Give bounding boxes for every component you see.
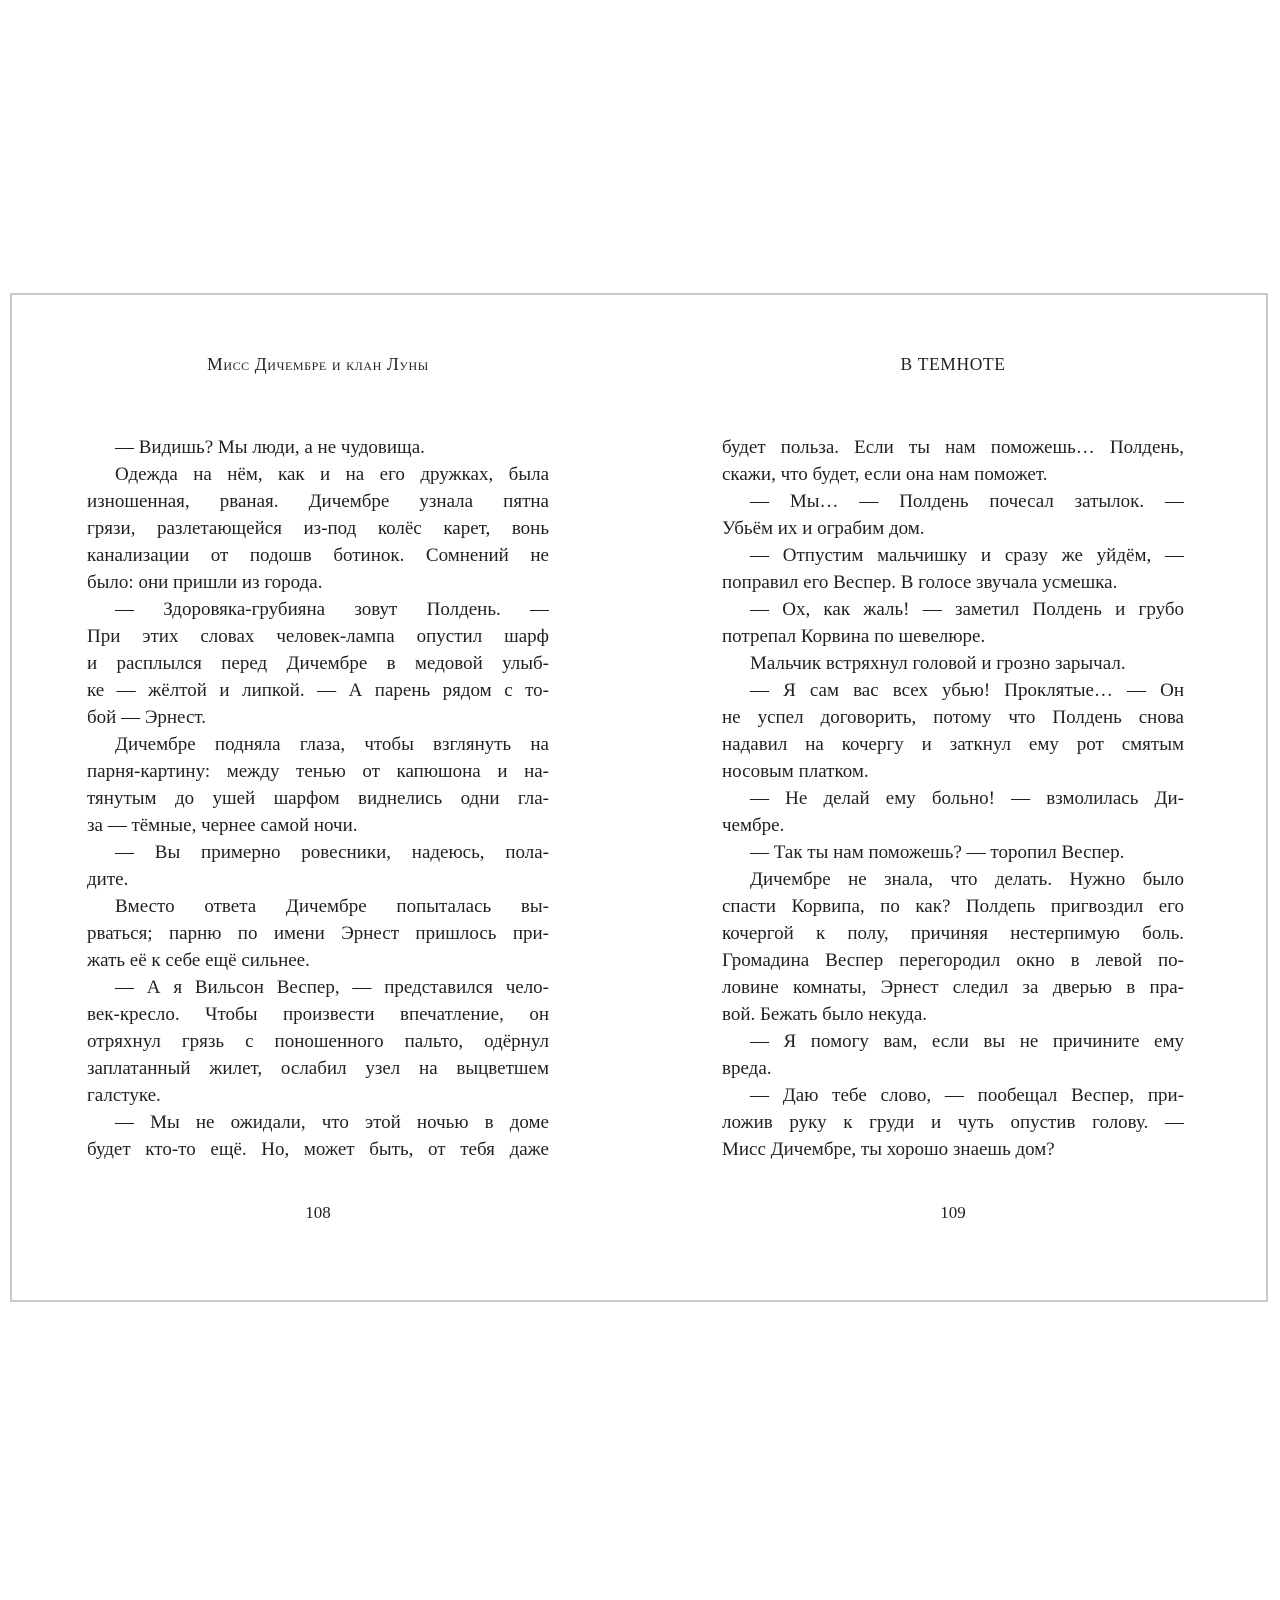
text-line: рваться; парню по имени Эрнест пришлось при- bbox=[87, 923, 549, 944]
running-header-chapter-title: В ТЕМНОТЕ bbox=[900, 354, 1006, 374]
text-line: поправил его Веспер. В голосе звучала усмешка. bbox=[722, 572, 1118, 593]
text-line: — Ох, как жаль! — заметил Полдень и грубо bbox=[750, 599, 1184, 620]
text-line: — Не делай ему больно! — взмолилась Ди- bbox=[750, 788, 1184, 809]
text-line: Вместо ответа Дичембре попыталась вы- bbox=[115, 896, 549, 917]
page-right bbox=[722, 295, 1184, 1300]
text-line: грязи, разлетающейся из-под колёс карет, вонь bbox=[87, 518, 549, 539]
text-line: Дичембре не знала, что делать. Нужно было bbox=[750, 869, 1184, 890]
text-line: парня-картину: между тенью от капюшона и на- bbox=[87, 761, 549, 782]
text-line: Убьём их и ограбим дом. bbox=[722, 518, 925, 539]
running-header-book-title: Мисс Дичембре и клан Луны bbox=[207, 354, 429, 374]
text-line: изношенная, рваная. Дичембре узнала пятна bbox=[87, 491, 549, 512]
text-line: было: они пришли из города. bbox=[87, 572, 323, 593]
text-line: ке — жёлтой и липкой. — А парень рядом с то- bbox=[87, 680, 549, 701]
text-line: дите. bbox=[87, 869, 129, 890]
text-line: за — тёмные, чернее самой ночи. bbox=[87, 815, 358, 836]
text-line: ложив руку к груди и чуть опустив голову. — bbox=[722, 1112, 1184, 1133]
book-spread bbox=[10, 293, 1268, 1302]
text-line: носовым платком. bbox=[722, 761, 869, 782]
text-line: будет кто-то ещё. Но, может быть, от тебя даже bbox=[87, 1139, 549, 1160]
text-line: не успел договорить, потому что Полдень снова bbox=[722, 707, 1184, 728]
text-line: надавил на кочергу и заткнул ему рот смятым bbox=[722, 734, 1184, 755]
text-line: — Отпустим мальчишку и сразу же уйдём, — bbox=[750, 545, 1184, 566]
text-line: век-кресло. Чтобы произвести впечатление, он bbox=[87, 1004, 549, 1025]
text-line: будет польза. Если ты нам поможешь… Полдень, bbox=[722, 437, 1184, 458]
text-line: спасти Корвипа, по как? Полдепь пригвоздил его bbox=[722, 896, 1184, 917]
text-line: — Мы… — Полдень почесал затылок. — bbox=[750, 491, 1184, 512]
text-line: Мальчик встряхнул головой и грозно зарычал. bbox=[750, 653, 1126, 674]
page-left bbox=[87, 295, 549, 1300]
page-number-left: 108 bbox=[305, 1203, 331, 1222]
text-line: и расплылся перед Дичембре в медовой улыб- bbox=[87, 653, 549, 674]
text-line: канализации от подошв ботинок. Сомнений не bbox=[87, 545, 549, 566]
text-line: заплатанный жилет, ослабил узел на выцветшем bbox=[87, 1058, 549, 1079]
text-line: жать её к себе ещё сильнее. bbox=[87, 950, 310, 971]
text-line: потрепал Корвина по шевелюре. bbox=[722, 626, 986, 647]
page-number-right: 109 bbox=[940, 1203, 966, 1222]
text-line: Мисс Дичембре, ты хорошо знаешь дом? bbox=[722, 1139, 1055, 1160]
text-line: При этих словах человек-лампа опустил шарф bbox=[87, 626, 549, 647]
text-line: кочергой к полу, причиняя нестерпимую боль. bbox=[722, 923, 1184, 944]
text-line: отряхнул грязь с поношенного пальто, одёрнул bbox=[87, 1031, 549, 1052]
text-line: — Вы примерно ровесники, надеюсь, пола- bbox=[115, 842, 549, 863]
text-line: галстуке. bbox=[87, 1085, 161, 1106]
text-line: бой — Эрнест. bbox=[87, 707, 207, 728]
text-line: — Здоровяка-грубияна зовут Полдень. — bbox=[115, 599, 549, 620]
page-body-right bbox=[722, 434, 1184, 1163]
text-line: ловине комнаты, Эрнест следил за дверью в пра- bbox=[722, 977, 1184, 998]
text-line: — Я помогу вам, если вы не причините ему bbox=[750, 1031, 1184, 1052]
text-line: Одежда на нём, как и на его дружках, была bbox=[115, 464, 549, 485]
text-line: — Я сам вас всех убью! Проклятые… — Он bbox=[750, 680, 1184, 701]
text-line: тянутым до ушей шарфом виднелись одни гла- bbox=[87, 788, 549, 809]
text-line: скажи, что будет, если она нам поможет. bbox=[722, 464, 1048, 485]
text-line: вреда. bbox=[722, 1058, 772, 1079]
page-body-left bbox=[87, 434, 549, 1163]
text-line: — Так ты нам поможешь? — торопил Веспер. bbox=[750, 842, 1125, 863]
text-line: — А я Вильсон Веспер, — представился чело- bbox=[115, 977, 549, 998]
text-line: — Даю тебе слово, — пообещал Веспер, при- bbox=[750, 1085, 1184, 1106]
text-line: Громадина Веспер перегородил окно в левой по- bbox=[722, 950, 1184, 971]
text-line: — Видишь? Мы люди, а не чудовища. bbox=[115, 437, 425, 458]
text-line: — Мы не ожидали, что этой ночью в доме bbox=[115, 1112, 549, 1133]
text-line: вой. Бежать было некуда. bbox=[722, 1004, 928, 1025]
text-line: чембре. bbox=[722, 815, 785, 836]
text-line: Дичембре подняла глаза, чтобы взглянуть на bbox=[115, 734, 549, 755]
